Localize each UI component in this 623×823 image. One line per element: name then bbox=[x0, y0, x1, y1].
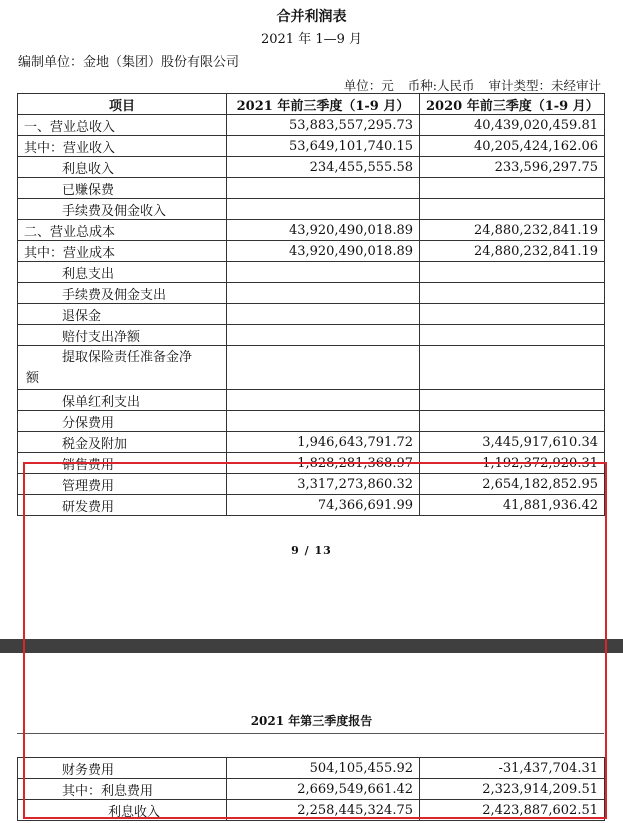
col-header-2020: 2020 年前三季度（1-9 月） bbox=[420, 94, 605, 115]
value-2020: -31,437,704.31 bbox=[420, 758, 605, 779]
value-2021: 74,366,691.99 bbox=[227, 495, 420, 516]
value-2021: 234,455,555.58 bbox=[227, 157, 420, 178]
row-label: 销售费用 bbox=[18, 453, 227, 474]
table-row bbox=[18, 220, 605, 241]
row-label: 其中：营业收入 bbox=[18, 136, 227, 157]
col-header-item: 项目 bbox=[18, 94, 227, 115]
table-header-row bbox=[18, 94, 605, 115]
value-2021 bbox=[227, 411, 420, 432]
row-label: 研发费用 bbox=[18, 495, 227, 516]
table-row bbox=[18, 241, 605, 262]
value-2020 bbox=[420, 411, 605, 432]
row-label: 利息收入 bbox=[18, 800, 227, 821]
value-2021: 504,105,455.92 bbox=[227, 758, 420, 779]
value-2020: 3,445,917,610.34 bbox=[420, 432, 605, 453]
income-statement-table-continued bbox=[17, 757, 605, 821]
row-label-line2: 额 bbox=[26, 370, 40, 386]
row-label-wrapped bbox=[18, 346, 227, 390]
value-2021 bbox=[227, 178, 420, 199]
statement-title: 合并利润表 bbox=[276, 9, 347, 25]
value-2020 bbox=[420, 325, 605, 346]
statement-period: 2021 年 1—9 月 bbox=[260, 32, 363, 47]
value-2021: 53,649,101,740.15 bbox=[227, 136, 420, 157]
value-2020: 1,192,372,920.31 bbox=[420, 453, 605, 474]
value-2021 bbox=[227, 304, 420, 325]
row-label-line1: 提取保险责任准备金净 bbox=[62, 349, 193, 365]
table-row bbox=[18, 325, 605, 346]
table-row bbox=[18, 178, 605, 199]
table-row bbox=[18, 779, 605, 800]
currency-label: 币种:人民币 bbox=[407, 78, 475, 93]
row-label: 已赚保费 bbox=[18, 178, 227, 199]
value-2020: 40,205,424,162.06 bbox=[420, 136, 605, 157]
value-2020: 2,654,182,852.95 bbox=[420, 474, 605, 495]
report-header: 2021 年第三季度报告 bbox=[250, 714, 373, 728]
value-2020 bbox=[420, 304, 605, 325]
value-2020: 233,596,297.75 bbox=[420, 157, 605, 178]
table-row bbox=[18, 199, 605, 220]
table-row bbox=[18, 800, 605, 821]
value-2020: 40,439,020,459.81 bbox=[420, 115, 605, 136]
value-2020: 2,323,914,209.51 bbox=[420, 779, 605, 800]
value-2021 bbox=[227, 325, 420, 346]
col-header-2021: 2021 年前三季度（1-9 月） bbox=[227, 94, 420, 115]
value-2020 bbox=[420, 178, 605, 199]
value-2020 bbox=[420, 199, 605, 220]
unit-label: 单位：元 bbox=[343, 78, 394, 93]
value-2020 bbox=[420, 346, 605, 390]
audit-label: 审计类型：未经审计 bbox=[488, 78, 601, 93]
value-2020: 24,880,232,841.19 bbox=[420, 241, 605, 262]
table-row bbox=[18, 115, 605, 136]
value-2021: 1,828,281,368.97 bbox=[227, 453, 420, 474]
value-2020: 24,880,232,841.19 bbox=[420, 220, 605, 241]
table-row bbox=[18, 495, 605, 516]
value-2021: 1,946,643,791.72 bbox=[227, 432, 420, 453]
table-row bbox=[18, 157, 605, 178]
value-2020 bbox=[420, 390, 605, 411]
row-label: 利息支出 bbox=[18, 262, 227, 283]
row-label: 一、营业总收入 bbox=[18, 115, 227, 136]
row-label: 分保费用 bbox=[18, 411, 227, 432]
row-label: 二、营业总成本 bbox=[18, 220, 227, 241]
row-label: 保单红利支出 bbox=[18, 390, 227, 411]
value-2021 bbox=[227, 199, 420, 220]
table-row bbox=[18, 474, 605, 495]
row-label: 其中：营业成本 bbox=[18, 241, 227, 262]
value-2021: 3,317,273,860.32 bbox=[227, 474, 420, 495]
row-label: 赔付支出净额 bbox=[18, 325, 227, 346]
row-label: 手续费及佣金支出 bbox=[18, 283, 227, 304]
value-2021 bbox=[227, 262, 420, 283]
row-label: 税金及附加 bbox=[18, 432, 227, 453]
value-2020: 41,881,936.42 bbox=[420, 495, 605, 516]
value-2021 bbox=[227, 390, 420, 411]
header-rule bbox=[17, 733, 604, 734]
table-row bbox=[18, 262, 605, 283]
value-2021: 53,883,557,295.73 bbox=[227, 115, 420, 136]
value-2020: 2,423,887,602.51 bbox=[420, 800, 605, 821]
table-row bbox=[18, 758, 605, 779]
row-label: 利息收入 bbox=[18, 157, 227, 178]
value-2021: 43,920,490,018.89 bbox=[227, 220, 420, 241]
value-2020 bbox=[420, 283, 605, 304]
row-label: 退保金 bbox=[18, 304, 227, 325]
meta-line bbox=[330, 76, 601, 94]
value-2021 bbox=[227, 346, 420, 390]
table-row bbox=[18, 411, 605, 432]
company-line: 编制单位：金地（集团）股份有限公司 bbox=[18, 55, 240, 70]
row-label: 管理费用 bbox=[18, 474, 227, 495]
table-row bbox=[18, 453, 605, 474]
table-row bbox=[18, 136, 605, 157]
row-label: 手续费及佣金收入 bbox=[18, 199, 227, 220]
row-label: 其中：利息费用 bbox=[18, 779, 227, 800]
table-row bbox=[18, 390, 605, 411]
table-row bbox=[18, 432, 605, 453]
value-2021: 2,669,549,661.42 bbox=[227, 779, 420, 800]
page-break-gap bbox=[0, 639, 623, 653]
value-2021: 2,258,445,324.75 bbox=[227, 800, 420, 821]
page-number: 9 / 13 bbox=[291, 544, 332, 557]
value-2021: 43,920,490,018.89 bbox=[227, 241, 420, 262]
table-row bbox=[18, 283, 605, 304]
table-row bbox=[18, 346, 605, 390]
income-statement-table bbox=[17, 93, 605, 516]
value-2020 bbox=[420, 262, 605, 283]
table-row bbox=[18, 304, 605, 325]
value-2021 bbox=[227, 283, 420, 304]
row-label: 财务费用 bbox=[18, 758, 227, 779]
